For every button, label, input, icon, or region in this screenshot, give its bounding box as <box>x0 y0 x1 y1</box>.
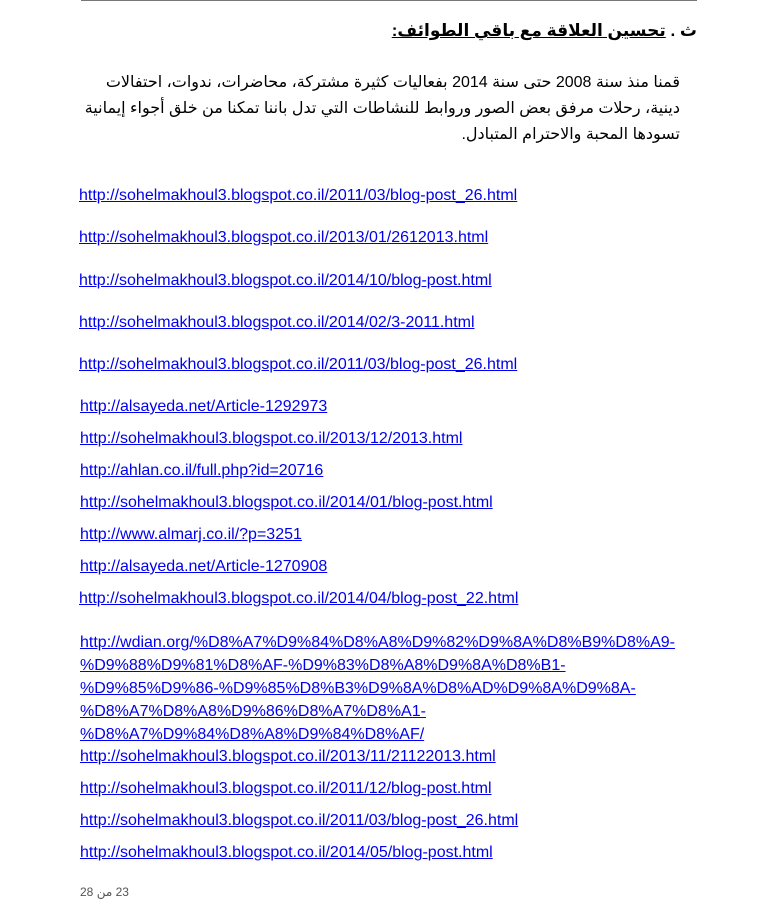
link-11[interactable]: http://alsayeda.net/Article-1270908 <box>80 558 328 575</box>
link-14[interactable]: http://sohelmakhoul3.blogspot.co.il/2011/12/blog-post.html <box>80 780 492 797</box>
section-heading <box>392 21 697 41</box>
top-rule <box>81 0 697 1</box>
link-7[interactable]: http://sohelmakhoul3.blogspot.co.il/2013/12/2013.html <box>80 430 463 447</box>
long-link[interactable] <box>80 631 690 746</box>
link-8[interactable]: http://ahlan.co.il/full.php?id=20716 <box>80 462 324 479</box>
heading-letter: ث . <box>670 21 697 40</box>
link-5[interactable]: http://sohelmakhoul3.blogspot.co.il/2011/03/blog-post_26.html <box>79 356 518 373</box>
link-2[interactable]: http://sohelmakhoul3.blogspot.co.il/2013/01/2612013.html <box>79 229 489 246</box>
link-16[interactable]: http://sohelmakhoul3.blogspot.co.il/2014/05/blog-post.html <box>80 844 493 861</box>
long-link-line: %D8%A7%D9%84%D8%A8%D9%84%D8%AF/ <box>80 726 425 743</box>
link-6[interactable]: http://alsayeda.net/Article-1292973 <box>80 398 328 415</box>
link-10[interactable]: http://www.almarj.co.il/?p=3251 <box>80 526 302 543</box>
link-13[interactable]: http://sohelmakhoul3.blogspot.co.il/2013/11/21122013.html <box>80 748 496 765</box>
long-link-line: %D9%88%D9%81%D8%AF-%D9%83%D8%A8%D9%8A%D8%B1- <box>80 657 566 674</box>
long-link-line: %D9%85%D9%86-%D9%85%D8%B3%D9%8A%D8%AD%D9%8A%D9%8A- <box>80 680 636 697</box>
link-4[interactable]: http://sohelmakhoul3.blogspot.co.il/2014/02/3-2011.html <box>79 314 475 331</box>
link-1[interactable]: http://sohelmakhoul3.blogspot.co.il/2011/03/blog-post_26.html <box>79 187 518 204</box>
link-15[interactable]: http://sohelmakhoul3.blogspot.co.il/2011/03/blog-post_26.html <box>80 812 519 829</box>
long-link-line: %D8%A7%D8%A8%D9%86%D8%A7%D8%A1- <box>80 703 426 720</box>
heading-title: تحسين العلاقة مع باقي الطوائف: <box>391 21 666 40</box>
page-number: 23 من 28 <box>80 885 129 899</box>
link-12[interactable]: http://sohelmakhoul3.blogspot.co.il/2014/04/blog-post_22.html <box>79 590 519 607</box>
description-paragraph: قمنا منذ سنة 2008 حتى سنة 2014 بفعاليات كثيرة مشتركة، محاضرات، ندوات، احتفالات دينية، رحلات مرفق بعض الصور وروابط للنشاطات التي تدل باننا تمكنا من خلق أجواء إيمانية تسودها المحبة والاحترام المتبادل. <box>84 74 680 143</box>
long-link-line: http://wdian.org/%D8%A7%D9%84%D8%A8%D9%82%D9%8A%D8%B9%D8%A9- <box>80 634 675 651</box>
link-9[interactable]: http://sohelmakhoul3.blogspot.co.il/2014/01/blog-post.html <box>80 494 493 511</box>
link-3[interactable]: http://sohelmakhoul3.blogspot.co.il/2014/10/blog-post.html <box>79 272 492 289</box>
